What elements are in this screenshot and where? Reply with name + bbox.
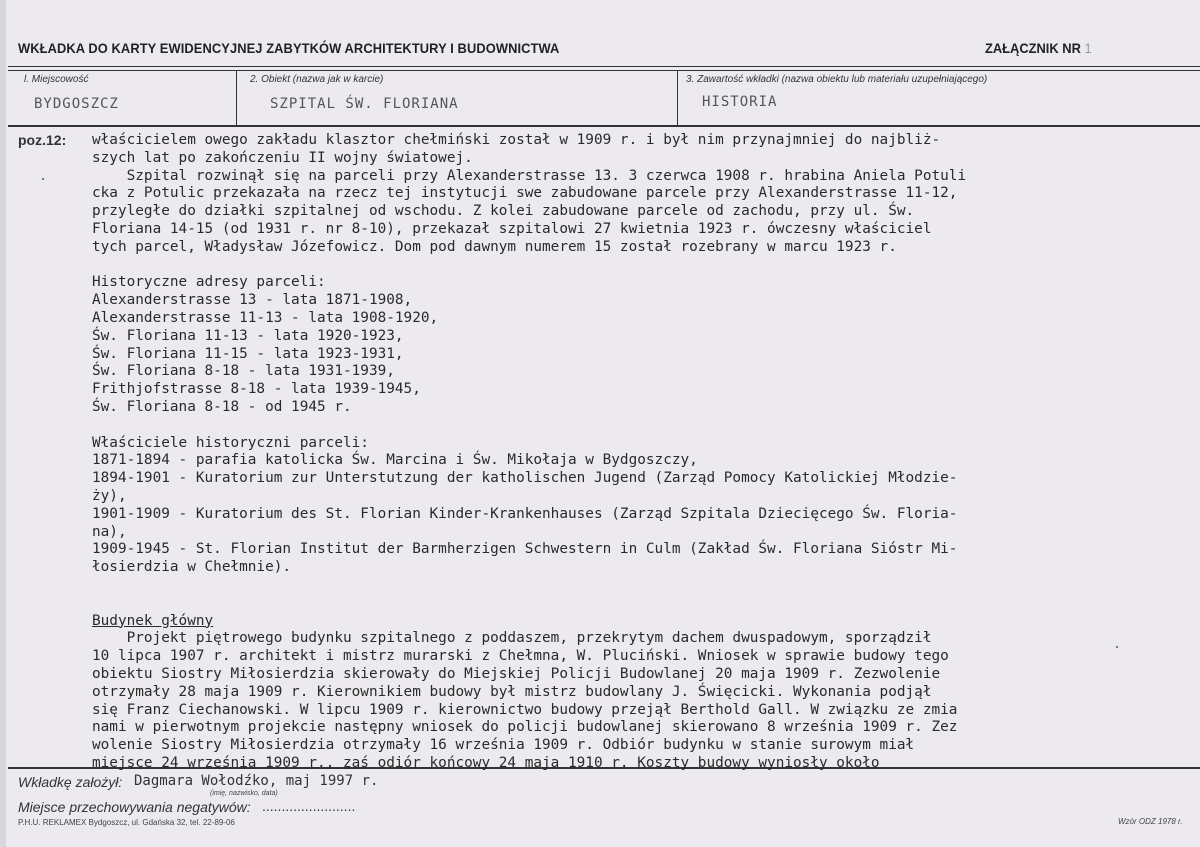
body-line: Floriana 14-15 (od 1931 r. nr 8-10), przekazał szpitalowi 27 kwietnia 1923 r. ówczesny właściciel	[92, 219, 932, 237]
body-line: Budynek główny	[92, 611, 214, 629]
body-line: wolenie Siostry Miłosierdzia otrzymały 16 września 1909 r. Odbiór budynku w stanie surowym miał	[92, 736, 915, 754]
body-line: właścicielem owego zakładu klasztor chełmiński został w 1909 r. i był nim przynajmniej do najbliż-	[92, 131, 941, 148]
body-line: 1871-1894 - parafia katolicka Św. Marcina i Św. Mikołaja w Bydgoszczy,	[92, 451, 698, 469]
printer-imprint: P.H.U. REKLAMEX Bydgoszcz, ul. Gdańska 32, tel. 22-89-06	[18, 818, 235, 827]
storage-label: Miejsce przechowywania negatywów:	[18, 799, 251, 815]
body-line: obiektu Siostry Miłosierdzia skierowały do Miejskiej Policji Budowlanej 20 maja 1909 r. Zezwolenie	[92, 664, 941, 682]
body-line: przyległe do działki szpitalnej od wschodu. Z kolei zabudowane parcele od zachodu, przy ul. Św.	[92, 202, 915, 220]
field-divider-1	[236, 70, 237, 126]
established-value: Dagmara Wołodźko, maj 1997 r.	[134, 773, 379, 789]
body-line: 10 lipca 1907 r. architekt i mistrz murarski z Chełmna, W. Pluciński. Wniosek w sprawie budowy tego	[92, 647, 949, 665]
body-line: żу),	[92, 486, 127, 504]
body-line: Alexanderstrasse 11-13 - lata 1908-1920,	[92, 308, 439, 326]
field-divider-2	[677, 70, 678, 126]
body-line: Św. Floriana 11-15 - lata 1923-1931,	[92, 344, 404, 362]
object-label: 2. Obiekt (nazwa jak w karcie)	[250, 74, 384, 85]
form-title: WKŁADKA DO KARTY EWIDENCYJNEJ ZABYTKÓW ARCHITEKTURY I BUDOWNICTWA	[18, 40, 560, 56]
content-value: HISTORIA	[702, 94, 778, 110]
body-line: cka z Potulic przekazała na rzecz tej instytucji swe zabudowane parcele przy Alexanderstrasse 11-12,	[92, 184, 958, 202]
body-line: miejsce 24 września 1909 r., zaś odiór końcowy 24 maja 1910 r. Koszty budowy wyniosły około	[92, 753, 880, 771]
annex-label-text: ZAŁĄCZNIK NR	[985, 40, 1081, 56]
body-line: szych lat po zakończeniu II wojny światowej.	[92, 148, 473, 166]
body-line: 1901-1909 - Kuratorium des St. Florian Kinder-Krankenhauses (Zarząd Szpitala Dziecięcego Św. Floria-	[92, 504, 958, 522]
template-mark: Wzór ODZ 1978 r.	[1118, 817, 1183, 826]
body-line: na),	[92, 522, 127, 540]
object-value: SZPITAL ŚW. FLORIANA	[270, 96, 459, 112]
body-line: tych parcel, Władysław Józefowicz. Dom pod dawnym numerem 15 został rozebrany w marcu 1923 r.	[92, 237, 897, 255]
established-label: Wkładkę założył:	[18, 774, 123, 790]
body-line: Właściciele historyczni parceli:	[92, 433, 369, 451]
body-line: Frithjofstrasse 8-18 - lata 1939-1945,	[92, 380, 421, 398]
content-label: 3. Zawartość wkładki (nazwa obiektu lub materiału uzupełniającego)	[686, 74, 988, 85]
body-line: 1894-1901 - Kuratorium zur Unterstutzung der katholischen Jugend (Zarząd Pomocy Katolickiej Młodzie-	[92, 469, 958, 487]
storage-value: ........................	[262, 798, 356, 814]
position-label: poz.12:	[18, 132, 67, 148]
annex-label	[985, 40, 1092, 56]
body-line: Projekt piętrowego budynku szpitalnego z poddaszem, przekrytym dachem dwuspadowym, sporządził	[92, 629, 932, 647]
body-line: Historyczne adresy parceli:	[92, 273, 326, 291]
scan-speck	[1116, 646, 1118, 648]
locality-value: BYDGOSZCZ	[34, 96, 119, 112]
annex-number: 1	[1084, 40, 1092, 56]
body-line: Św. Floriana 8-18 - lata 1931-1939,	[92, 362, 395, 380]
body-line: Szpital rozwinął się na parceli przy Alexanderstrasse 13. 3 czerwca 1908 r. hrabina Aniela Potuli	[92, 166, 967, 184]
body-line: Św. Floriana 11-13 - lata 1920-1923,	[92, 326, 404, 344]
body-line: 1909-1945 - St. Florian Institut der Barmherzigen Schwestern in Culm (Zakład Św. Floriana Sióstr Mi-	[92, 540, 958, 558]
body-line: nami w pierwotnym projekcie następny wniosek do policji budowlanej skierowano 8 września 1909 r. Zez	[92, 718, 958, 736]
rule-mid	[8, 70, 1200, 71]
established-hint: (imię, nazwisko, data)	[210, 790, 278, 797]
scan-speck	[42, 178, 44, 180]
scan-edge	[0, 0, 6, 847]
body-line: łosierdzia w Chełmnie).	[92, 558, 292, 576]
body-line: Św. Floriana 8-18 - od 1945 r.	[92, 397, 352, 415]
body-line: Alexanderstrasse 13 - lata 1871-1908,	[92, 291, 413, 309]
document-body	[92, 131, 1136, 772]
rule-top	[8, 66, 1200, 67]
rule-fields-bottom	[8, 125, 1200, 127]
body-line: otrzymały 28 maja 1909 r. Kierownikiem budowy był mistrz budowlany J. Święcicki. Wykonania podjął	[92, 682, 932, 700]
body-line: się Franz Ciechanowski. W lipcu 1909 r. kierownictwo budowy przejął Berthold Gall. W związku ze zmia	[92, 700, 958, 718]
locality-label: l. Miejscowość	[24, 74, 89, 85]
